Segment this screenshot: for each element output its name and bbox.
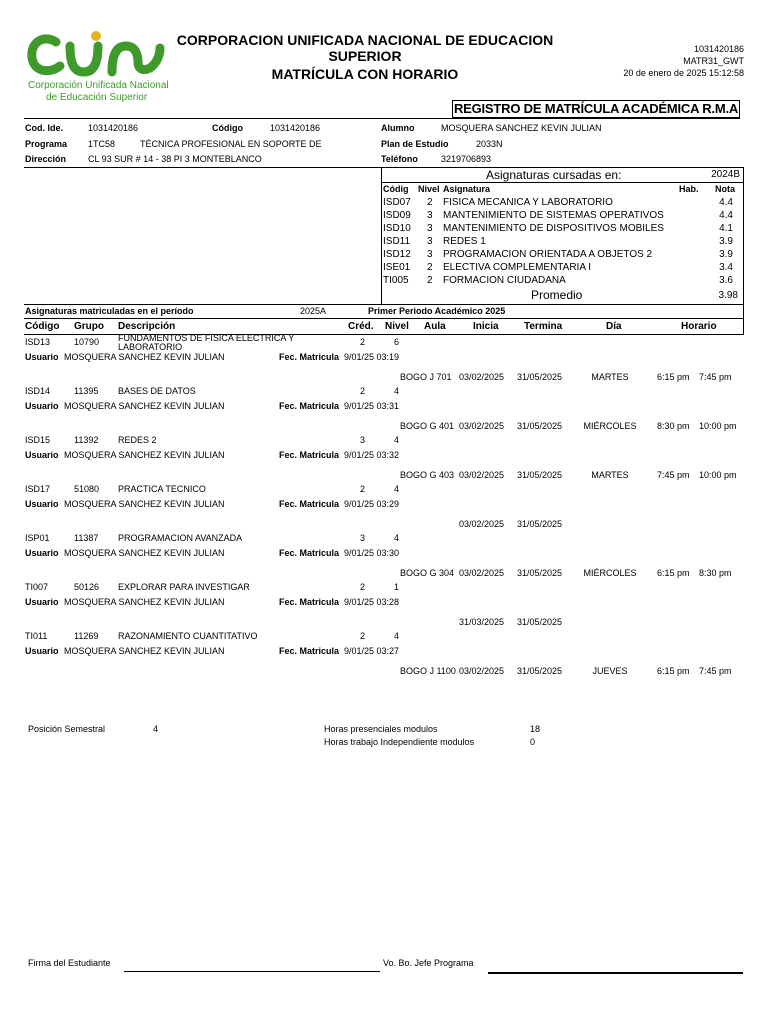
history-asignatura: MANTENIMIENTO DE DISPOSITIVOS MOBILES <box>443 223 664 234</box>
fec-matricula-label: Fec. Matricula <box>279 352 340 362</box>
fec-matricula-label: Fec. Matricula <box>279 548 340 558</box>
course-nivel: 4 <box>394 435 400 445</box>
course-fecha: 9/01/25 03:28 <box>344 597 400 607</box>
course-inicia: 03/02/2025 <box>459 421 505 431</box>
usuario-label: Usuario <box>25 597 59 607</box>
course-block <box>0 435 768 484</box>
document-title: MATRÍCULA CON HORARIO <box>271 66 459 82</box>
course-dia: MARTES <box>591 372 629 382</box>
programa-name: TÉCNICA PROFESIONAL EN SOPORTE DE <box>140 139 322 149</box>
history-title: Asignaturas cursadas en: <box>486 168 622 182</box>
registro-title: REGISTRO DE MATRÍCULA ACADÉMICA R.M.A <box>453 101 739 116</box>
course-termina: 31/05/2025 <box>517 666 563 676</box>
course-nivel: 1 <box>394 582 400 592</box>
history-nivel: 3 <box>427 210 433 221</box>
cod-ide-label: Cod. Ide. <box>25 123 63 133</box>
course-fecha: 9/01/25 03:32 <box>344 450 400 460</box>
enrolled-title-rule <box>24 318 744 319</box>
enrolled-right-border <box>743 304 744 334</box>
course-codigo: ISP01 <box>25 533 50 543</box>
firma-estudiante-line <box>124 971 380 972</box>
usuario-label: Usuario <box>25 401 59 411</box>
course-descripcion: EXPLORAR PARA INVESTIGAR <box>118 582 250 592</box>
course-termina: 31/05/2025 <box>517 372 563 382</box>
info-rule <box>24 167 744 168</box>
history-nivel: 2 <box>427 262 433 273</box>
col-inicia: Inicia <box>473 321 499 332</box>
header-rule <box>24 118 740 119</box>
course-aula: BOGO G 401 <box>400 421 455 431</box>
promedio-label: Promedio <box>531 288 583 302</box>
history-codigo: ISE01 <box>383 262 411 273</box>
course-aula: BOGO G 403 <box>400 470 455 480</box>
course-inicia: 03/02/2025 <box>459 372 505 382</box>
usuario-label: Usuario <box>25 548 59 558</box>
alumno-label: Alumno <box>381 123 415 133</box>
course-inicia: 03/02/2025 <box>459 666 505 676</box>
cun-logo-mark <box>26 28 166 80</box>
course-nivel: 6 <box>394 337 400 347</box>
course-inicia: 03/02/2025 <box>459 519 505 529</box>
course-usuario: MOSQUERA SANCHEZ KEVIN JULIAN <box>64 548 225 558</box>
history-col-nivel: Nivel <box>418 184 440 194</box>
history-nota: 3.4 <box>719 262 733 273</box>
course-termina: 31/05/2025 <box>517 421 563 431</box>
enrolled-period-name: Primer Periodo Académico 2025 <box>368 306 506 316</box>
plan-label: Plan de Estudio <box>381 139 449 149</box>
course-cred: 2 <box>360 337 366 347</box>
course-codigo: TI011 <box>25 631 48 641</box>
course-aula: BOGO G 304 <box>400 568 455 578</box>
course-hora-fin: 7:45 pm <box>699 666 732 676</box>
history-row <box>383 223 737 236</box>
course-codigo: ISD17 <box>25 484 51 494</box>
history-asignatura: FORMACION CIUDADANA <box>443 275 566 286</box>
enrolled-period: 2025A <box>300 306 327 316</box>
horas-presenciales-label: Horas presenciales modulos <box>324 724 438 734</box>
course-grupo: 11269 <box>74 631 99 641</box>
direccion-label: Dirección <box>25 154 67 164</box>
course-hora-fin: 10:00 pm <box>699 470 737 480</box>
course-grupo: 11387 <box>74 533 99 543</box>
history-right-border <box>743 167 744 304</box>
course-inicia: 31/03/2025 <box>459 617 505 627</box>
col-termina: Termina <box>524 321 563 332</box>
course-fecha: 9/01/25 03:29 <box>344 499 400 509</box>
history-codigo: ISD07 <box>383 197 411 208</box>
col-nivel: Nivel <box>385 321 409 332</box>
course-usuario: MOSQUERA SANCHEZ KEVIN JULIAN <box>64 499 225 509</box>
institution-title-line1: CORPORACION UNIFICADA NACIONAL DE EDUCACION <box>176 32 554 48</box>
history-nivel: 3 <box>427 223 433 234</box>
history-col-asignatura: Asignatura <box>443 184 491 194</box>
history-title-rule <box>381 182 743 183</box>
course-inicia: 03/02/2025 <box>459 470 505 480</box>
course-hora-ini: 7:45 pm <box>657 470 690 480</box>
history-row <box>383 262 737 275</box>
horas-presenciales-value: 18 <box>530 724 541 734</box>
telefono-value: 3219706893 <box>441 154 492 164</box>
fec-matricula-label: Fec. Matricula <box>279 646 340 656</box>
col-aula: Aula <box>424 321 446 332</box>
history-nota: 4.1 <box>719 223 733 234</box>
logo-line1: Corporación Unificada Nacional <box>28 80 169 91</box>
history-row <box>383 197 737 210</box>
course-nivel: 4 <box>394 533 400 543</box>
history-nivel: 2 <box>427 275 433 286</box>
course-descripcion: PROGRAMACION AVANZADA <box>118 533 243 543</box>
course-descripcion: REDES 2 <box>118 435 157 445</box>
course-hora-ini: 6:15 pm <box>657 372 690 382</box>
course-grupo: 11392 <box>74 435 99 445</box>
history-nivel: 3 <box>427 236 433 247</box>
course-nivel: 4 <box>394 631 400 641</box>
history-col-codigo: Códig <box>383 184 409 194</box>
horas-independiente-value: 0 <box>530 737 536 747</box>
course-cred: 2 <box>360 484 366 494</box>
history-period: 2024B <box>711 169 740 180</box>
history-codigo: ISD10 <box>383 223 411 234</box>
history-codigo: ISD11 <box>383 236 411 247</box>
course-termina: 31/05/2025 <box>517 568 563 578</box>
course-descripcion: FUNDAMENTOS DE FISICA ELECTRICA Y LABORATORIO <box>118 333 295 352</box>
course-block <box>0 631 768 680</box>
fec-matricula-label: Fec. Matricula <box>279 499 340 509</box>
course-termina: 31/05/2025 <box>517 519 563 529</box>
course-block <box>0 333 768 386</box>
history-nivel: 2 <box>427 197 433 208</box>
history-nota: 4.4 <box>719 210 733 221</box>
col-grupo: Grupo <box>74 321 104 332</box>
history-nota: 3.9 <box>719 236 733 247</box>
history-nota: 3.6 <box>719 275 733 286</box>
usuario-label: Usuario <box>25 646 59 656</box>
plan-value: 2033N <box>476 139 503 149</box>
history-asignatura: MANTENIMIENTO DE SISTEMAS OPERATIVOS <box>443 210 664 221</box>
history-left-border <box>381 167 382 304</box>
course-cred: 2 <box>360 582 366 592</box>
course-hora-ini: 6:15 pm <box>657 666 690 676</box>
course-grupo: 10790 <box>74 337 100 347</box>
history-col-hab: Hab. <box>679 184 699 194</box>
course-nivel: 4 <box>394 484 400 494</box>
printed-at: 20 de enero de 2025 15:12:58 <box>623 68 744 78</box>
course-hora-ini: 8:30 pm <box>657 421 690 431</box>
course-dia: MIÉRCOLES <box>583 421 637 431</box>
fec-matricula-label: Fec. Matricula <box>279 401 340 411</box>
fec-matricula-label: Fec. Matricula <box>279 597 340 607</box>
col-horario: Horario <box>681 321 717 332</box>
history-row <box>383 236 737 249</box>
course-dia: JUEVES <box>592 666 628 676</box>
report-code: MATR31_GWT <box>683 56 744 66</box>
course-fecha: 9/01/25 03:27 <box>344 646 400 656</box>
course-usuario: MOSQUERA SANCHEZ KEVIN JULIAN <box>64 401 225 411</box>
course-hora-fin: 7:45 pm <box>699 372 732 382</box>
usuario-label: Usuario <box>25 450 59 460</box>
course-descripcion: RAZONAMIENTO CUANTITATIVO <box>118 631 258 641</box>
course-usuario: MOSQUERA SANCHEZ KEVIN JULIAN <box>64 450 225 460</box>
logo-line2: de Educación Superior <box>46 92 148 103</box>
history-nota: 3.9 <box>719 249 733 260</box>
course-block <box>0 484 768 533</box>
course-termina: 31/05/2025 <box>517 470 563 480</box>
col-codigo: Código <box>25 321 60 332</box>
history-asignatura: FISICA MECANICA Y LABORATORIO <box>443 197 613 208</box>
posicion-value: 4 <box>153 724 159 734</box>
course-codigo: ISD13 <box>25 337 51 347</box>
header-doc-id: 1031420186 <box>693 44 744 54</box>
course-cred: 2 <box>360 386 366 396</box>
vobo-jefe-line <box>488 972 743 974</box>
history-asignatura: REDES 1 <box>443 236 486 247</box>
history-codigo: TI005 <box>383 275 409 286</box>
course-fecha: 9/01/25 03:19 <box>344 352 400 362</box>
course-block <box>0 582 768 631</box>
course-cred: 3 <box>360 435 366 445</box>
course-termina: 31/05/2025 <box>517 617 563 627</box>
course-usuario: MOSQUERA SANCHEZ KEVIN JULIAN <box>64 352 225 362</box>
programa-label: Programa <box>25 139 68 149</box>
codigo-value: 1031420186 <box>270 123 321 133</box>
alumno-value: MOSQUERA SANCHEZ KEVIN JULIAN <box>441 123 602 133</box>
posicion-label: Posición Semestral <box>28 724 106 734</box>
course-fecha: 9/01/25 03:30 <box>344 548 400 558</box>
course-dia: MARTES <box>591 470 629 480</box>
course-grupo: 11395 <box>74 386 99 396</box>
course-nivel: 4 <box>394 386 400 396</box>
course-cred: 3 <box>360 533 366 543</box>
telefono-label: Teléfono <box>381 154 418 164</box>
course-codigo: ISD14 <box>25 386 51 396</box>
course-inicia: 03/02/2025 <box>459 568 505 578</box>
course-dia: MIÉRCOLES <box>583 568 637 578</box>
course-block <box>0 533 768 582</box>
course-cred: 2 <box>360 631 366 641</box>
codigo-label: Código <box>212 123 243 133</box>
fec-matricula-label: Fec. Matricula <box>279 450 340 460</box>
history-nivel: 3 <box>427 249 433 260</box>
course-usuario: MOSQUERA SANCHEZ KEVIN JULIAN <box>64 597 225 607</box>
course-codigo: ISD15 <box>25 435 51 445</box>
course-fecha: 9/01/25 03:31 <box>344 401 400 411</box>
course-grupo: 50126 <box>74 582 100 592</box>
course-usuario: MOSQUERA SANCHEZ KEVIN JULIAN <box>64 646 225 656</box>
course-descripcion: PRACTICA TECNICO <box>118 484 206 494</box>
enrolled-top-rule <box>24 304 744 305</box>
history-row <box>383 275 737 288</box>
horas-independiente-label: Horas trabajo Independiente modulos <box>324 737 475 747</box>
usuario-label: Usuario <box>25 499 59 509</box>
course-aula: BOGO J 701 <box>400 372 452 382</box>
history-col-nota: Nota <box>715 184 735 194</box>
history-codigo: ISD09 <box>383 210 411 221</box>
promedio-value: 3.98 <box>718 290 738 301</box>
course-grupo: 51080 <box>74 484 100 494</box>
cod-ide-value: 1031420186 <box>88 123 139 133</box>
course-block <box>0 386 768 435</box>
history-nota: 4.4 <box>719 197 733 208</box>
direccion-value: CL 93 SUR # 14 - 38 PI 3 MONTEBLANCO <box>88 154 262 164</box>
course-hora-fin: 8:30 pm <box>699 568 732 578</box>
history-header-row <box>383 184 737 197</box>
course-aula: BOGO J 1100 <box>400 666 456 676</box>
history-row <box>383 210 737 223</box>
course-hora-fin: 10:00 pm <box>699 421 737 431</box>
vobo-jefe-label: Vo. Bo. Jefe Programa <box>383 958 474 968</box>
history-asignatura: PROGRAMACION ORIENTADA A OBJETOS 2 <box>443 249 653 260</box>
col-dia: Día <box>606 321 622 332</box>
history-codigo: ISD12 <box>383 249 411 260</box>
enrolled-title: Asignaturas matriculadas en el período <box>25 306 194 316</box>
usuario-label: Usuario <box>25 352 59 362</box>
col-descripcion: Descripción <box>118 321 176 332</box>
institution-title-line2: SUPERIOR <box>328 48 402 64</box>
course-codigo: TI007 <box>25 582 49 592</box>
col-cred: Créd. <box>348 321 374 332</box>
firma-estudiante-label: Firma del Estudiante <box>28 958 111 968</box>
course-descripcion: BASES DE DATOS <box>118 386 196 396</box>
programa-code: 1TC58 <box>88 139 116 149</box>
history-asignatura: ELECTIVA COMPLEMENTARIA I <box>443 262 591 273</box>
history-row <box>383 249 737 262</box>
course-hora-ini: 6:15 pm <box>657 568 690 578</box>
